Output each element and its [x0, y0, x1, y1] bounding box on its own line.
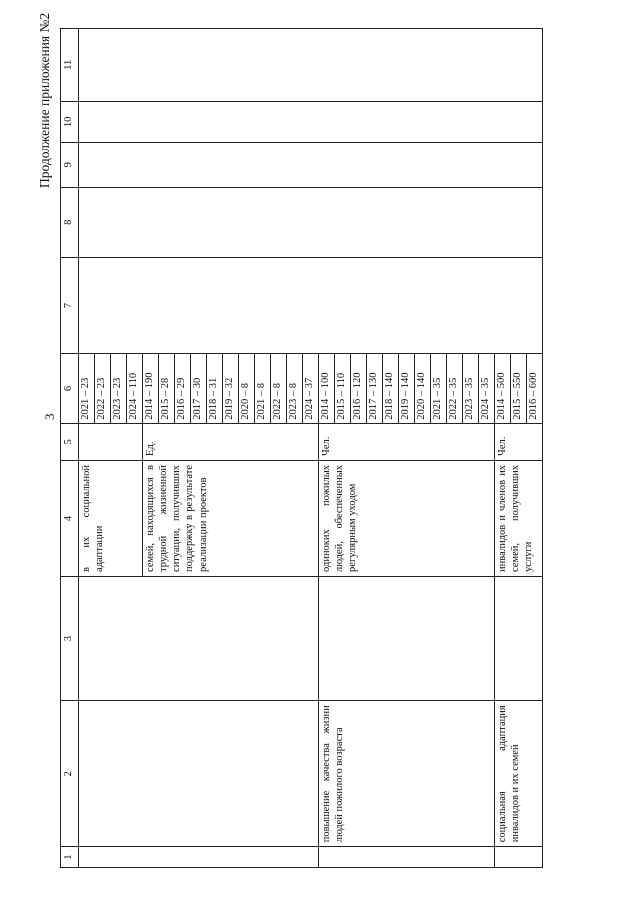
value-cell: 2024 – 37 — [303, 354, 319, 423]
col-number-2: 2 — [61, 701, 79, 847]
table-row — [79, 29, 95, 868]
col-number-10: 10 — [61, 101, 79, 142]
col-number-5: 5 — [61, 423, 79, 460]
cell-col3 — [79, 576, 319, 700]
value-cell: 2016 – 29 — [175, 354, 191, 423]
cell-col11 — [79, 29, 543, 102]
value-cell: 2024 – 110 — [127, 354, 143, 423]
value-cell: 2014 – 500 — [495, 354, 511, 423]
value-cell: 2022 – 8 — [271, 354, 287, 423]
cell-col10 — [79, 101, 543, 142]
value-cell: 2015 – 550 — [511, 354, 527, 423]
continuation-note: Продолжение приложения №2 — [37, 12, 52, 188]
cell-col1 — [79, 847, 319, 868]
value-cell: 2022 – 35 — [447, 354, 463, 423]
value-cell: 2021 – 23 — [79, 354, 95, 423]
cell-col7 — [79, 257, 543, 353]
value-cell: 2020 – 140 — [415, 354, 431, 423]
cell-col3 — [495, 576, 543, 700]
value-cell: 2018 – 31 — [207, 354, 223, 423]
unit-cell: Ед. — [143, 423, 319, 460]
col-number-6: 6 — [61, 354, 79, 423]
value-cell: 2020 – 8 — [239, 354, 255, 423]
cell-col8 — [79, 187, 543, 257]
value-cell: 2023 – 35 — [463, 354, 479, 423]
indicator-families: семей, находящихся в трудной жизненной ситуации, получивших поддержку в результате реализации проектов — [143, 460, 319, 576]
value-cell: 2023 – 23 — [111, 354, 127, 423]
cell-col3 — [319, 576, 495, 700]
unit-cell: Чел. — [319, 423, 495, 460]
value-cell: 2022 – 23 — [95, 354, 111, 423]
cell-task-empty — [79, 701, 319, 847]
value-cell: 2017 – 30 — [191, 354, 207, 423]
value-cell: 2017 – 130 — [367, 354, 383, 423]
indicator-disabled: инвалидов и членов их семей, получивших услуги — [495, 460, 543, 576]
col-number-11: 11 — [61, 29, 79, 102]
page-number: 3 — [42, 413, 57, 420]
col-number-1: 1 — [61, 847, 79, 868]
value-cell: 2015 – 110 — [335, 354, 351, 423]
indicator-adaptation: в их социальной адаптации — [79, 460, 143, 576]
unit-cell: Чел. — [495, 423, 543, 460]
cell-col1 — [319, 847, 495, 868]
col-number-4: 4 — [61, 460, 79, 576]
task-elderly: повышение качества жизни людей пожилого возраста — [319, 701, 495, 847]
value-cell: 2016 – 120 — [351, 354, 367, 423]
value-cell: 2014 – 100 — [319, 354, 335, 423]
value-cell: 2018 – 140 — [383, 354, 399, 423]
indicator-elderly: одиноких пожилых людей, обеспеченных регулярным уходом — [319, 460, 495, 576]
col-number-7: 7 — [61, 257, 79, 353]
cell-col1 — [495, 847, 543, 868]
col-number-8: 8 — [61, 187, 79, 257]
value-cell: 2024 – 35 — [479, 354, 495, 423]
value-cell: 2019 – 32 — [223, 354, 239, 423]
value-cell: 2023 – 8 — [287, 354, 303, 423]
column-number-row — [61, 29, 79, 868]
value-cell: 2021 – 35 — [431, 354, 447, 423]
value-cell: 2014 – 190 — [143, 354, 159, 423]
value-cell: 2015 – 28 — [159, 354, 175, 423]
col-number-9: 9 — [61, 143, 79, 188]
value-cell: 2019 – 140 — [399, 354, 415, 423]
task-disabled: социальная адаптация инвалидов и их семей — [495, 701, 543, 847]
indicators-table — [60, 28, 543, 868]
cell-col9 — [79, 143, 543, 188]
rotated-sheet — [32, 12, 602, 868]
value-cell: 2016 – 600 — [527, 354, 543, 423]
col-number-3: 3 — [61, 576, 79, 700]
unit-empty — [79, 423, 143, 460]
value-cell: 2021 – 8 — [255, 354, 271, 423]
